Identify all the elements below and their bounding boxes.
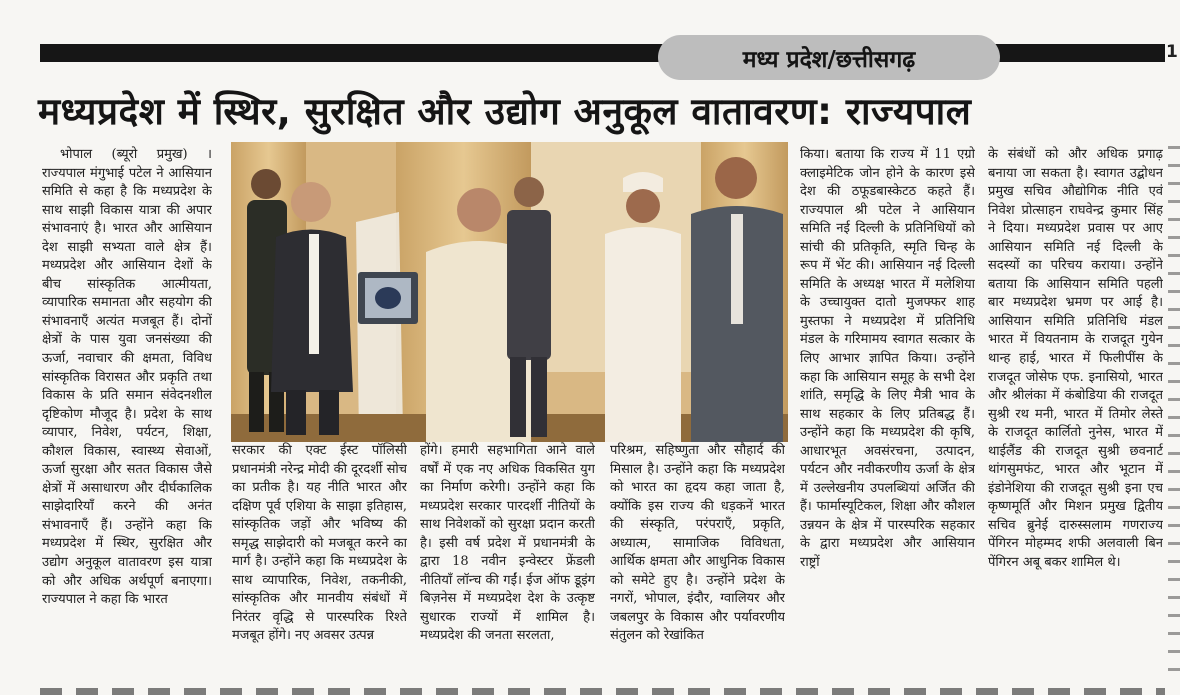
next-headline-edge — [40, 688, 1165, 695]
news-photo — [231, 142, 788, 442]
headline: मध्यप्रदेश में स्थिर, सुरक्षित और उद्योग अनुकूल वातावरण: राज्यपाल — [38, 90, 972, 133]
framed-memento — [358, 272, 418, 324]
article-column-6 — [988, 146, 1163, 688]
page-number: 1 — [1166, 42, 1178, 62]
adjacent-column-edge — [1168, 146, 1180, 686]
column-5-text: किया। बताया कि राज्य में 11 एग्रो क्लाइमेटिक जोन होने के कारण इसे देश की ठफूडबास्केटठ कहते हैं। राज्यपाल श्री पटेल ने आसियान समिति नई दिल्ली के प्रतिनिधियों को सांची की प्रतिकृति, स्मृति चिन्ह के रूप में भेंट की। आसियान नई दिल्ली समिति के अध्यक्ष भारत में मलेशिया के उच्चायुक्त दातो मुजफ्फर शाह मुस्तफा ने मध्यप्रदेश में प्रतिनिधि मंडल के गरिमामय स्वागत सत्कार के लिए आभार ज्ञापित किया। उन्होंने कहा कि आसियान समूह के सभी देश शांति, समृद्धि के लिए मैत्री भाव के साथ सहकार के लिए प्रतिबद्ध हैं। उन्होंने कहा कि मध्यप्रदेश की कृषि, आधारभूत अवसंरचना, उत्पादन, पर्यटन और नवीकरणीय ऊर्जा के क्षेत्र में उल्लेखनीय उपलब्धियां अर्जित की हैं। फार्मास्यूटिकल, शिक्षा और कौशल उन्नयन के क्षेत्र में पारस्परिक सहकार के द्वारा मध्यप्रदेश और आसियान राष्ट्रों — [800, 147, 975, 571]
article-column-4 — [610, 442, 785, 688]
section-label: मध्य प्रदेश/छत्तीसगढ़ — [658, 35, 1000, 80]
column-6-text: के संबंधों को और अधिक प्रगाढ़ बनाया जा सकता है। स्वागत उद्बोधन प्रमुख सचिव औद्योगिक नीति एवं निवेश प्रोत्साहन राघवेन्द्र कुमार सिंह ने दिया। मध्यप्रदेश प्रवास पर आए आसियान समिति नई दिल्ली के सदस्यों का परिचय कराया। उन्होंने बताया कि आसियान समिति पहली बार मध्यप्रदेश भ्रमण पर आई है। आसियान समिति प्रतिनिधि मंडल भारत में वियतनाम के राजदूत गुयेन थान्ह हाई, भारत में फिलीपींस के राजदूत जोसेफ एफ. इनासियो, भारत और श्रीलंका में कंबोडिया की राजदूत सुश्री रथ मनी, भारत में तिमोर लेस्ते के राजदूत कार्लितो नुनेस, भारत में थाईलैंड की राजदूत सुश्री छवनार्ट थांगसुमफंट, भारत और भूटान में इंडोनेशिया की राजदूत सुश्री इना एच कृष्णमूर्ति और मिशन प्रमुख द्वितीय सचिव ब्रुनेई दारुस्सलाम गणराज्य पेंगिरन मोहम्मद शफी अलवाली बिन पेंगिरन अबू बकर शामिल थे। — [988, 147, 1163, 571]
column-3-text: होंगे। हमारी सहभागिता आने वाले वर्षों में एक नए अधिक विकसित युग का निर्माण करेगी। उन्होंने कहा कि मध्यप्रदेश सरकार पारदर्शी नीतियों के साथ निवेशकों को सुरक्षा प्रदान करती है। इसी वर्ष प्रदेश में प्रधानमंत्री के द्वारा 18 नवीन इन्वेस्टर फ्रेंडली नीतियाँ लॉन्च की गईं। ईज ऑफ डूइंग बिज़नेस में मध्यप्रदेश देश के उत्कृष्ट सुधारक राज्यों में शामिल है। मध्यप्रदेश की जनता सरलता, — [420, 443, 595, 644]
column-4-text: परिश्रम, सहिष्णुता और सौहार्द की मिसाल है। उन्होंने कहा कि मध्यप्रदेश को भारत का हृदय कहा जाता है, क्योंकि इस राज्य की धड़कनें भारत की संस्कृति, परंपराएँ, प्रकृति, अध्यात्म, सामाजिक विविधता, आर्थिक क्षमता और आधुनिक विकास को समेटे हुए है। उन्होंने प्रदेश के नगरों, भोपाल, इंदौर, ग्वालियर और जबलपुर के विकास और पर्यावरणीय संतुलन को रेखांकित — [610, 443, 785, 644]
column-1-text: भोपाल (ब्यूरो प्रमुख) । राज्यपाल मंगुभाई पटेल ने आसियान समिति से कहा है कि मध्यप्रदेश के साथ साझी विकास यात्रा की अपार संभावनाएं है। भारत और आसियान देश साझी सभ्यता वाले क्षेत्र हैं। मध्यप्रदेश और आसियान देशों के बीच सांस्कृतिक आत्मीयता, व्यापारिक समानता और सहयोग की संभावनाएँ अत्यंत मजबूत हैं। दोनों क्षेत्रों के पास युवा जनसंख्या की ऊर्जा, नवाचार की क्षमता, विविध सांस्कृतिक विरासत और प्रकृति तथा विकास के प्रति समान संवेदनशील दृष्टिकोण मौजूद है। प्रदेश के साथ व्यापार, निवेश, पर्यटन, शिक्षा, कौशल विकास, स्वास्थ्य सेवाओं, ऊर्जा सुरक्षा और सतत विकास जैसे क्षेत्रों में असाधारण और दीर्घकालिक साझेदारियाँ करने की अनंत संभावनाएँ हैं। उन्होंने कहा कि मध्यप्रदेश में स्थिर, सुरक्षित और उद्योग अनुकूल वातावरण इस यात्रा को और अधिक अर्थपूर्ण बनाएगा। राज्यपाल ने कहा कि भारत — [42, 147, 212, 608]
column-2-text: सरकार की एक्ट ईस्ट पॉलिसी प्रधानमंत्री नरेन्द्र मोदी की दूरदर्शी सोच का प्रतीक है। यह नीति भारत और दक्षिण पूर्व एशिया के साझा इतिहास, सांस्कृतिक जड़ों और भविष्य की समृद्ध साझेदारी को मजबूत करने का मार्ग है। उन्होंने कहा कि मध्यप्रदेश के साथ व्यापारिक, निवेश, तकनीकी, सांस्कृतिक और मानवीय संबंधों में निरंतर वृद्धि से पारस्परिक रिश्ते मजबूत होंगे। नए अवसर उत्पन्न — [232, 443, 407, 644]
article-column-3 — [420, 442, 595, 688]
article-column-5 — [800, 146, 975, 688]
article-column-1 — [42, 146, 212, 688]
flag-pole-cloth — [356, 212, 403, 438]
article-column-2 — [232, 442, 407, 688]
